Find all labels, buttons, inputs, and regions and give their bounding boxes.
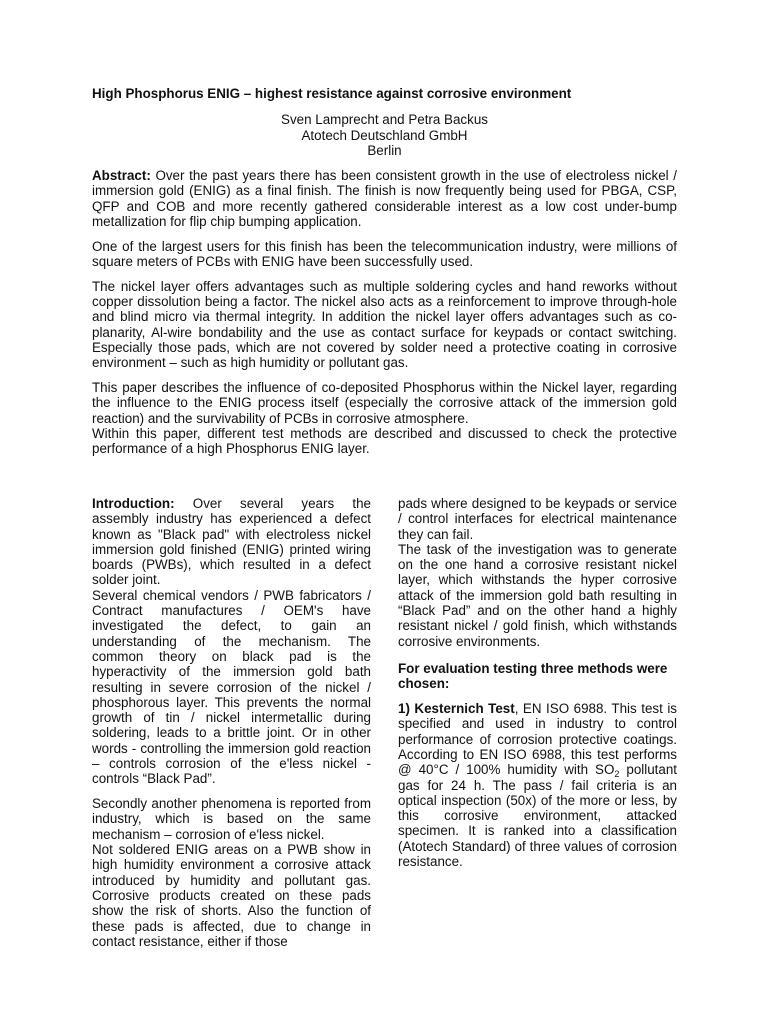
abstract-paragraph-2: One of the largest users for this finish has been the telecommunication industry, were millions of square meters of PCBs with ENIG have been successfully used.: [92, 238, 677, 269]
author-affiliation: Atotech Deutschland GmbH: [301, 127, 468, 143]
intro-paragraph-3: Secondly another phenomena is reported from industry, which is based on the same mechanism – corrosion of e'less nickel.: [92, 796, 371, 842]
kesternich-paragraph: [398, 701, 677, 869]
author-block: [92, 112, 677, 159]
right-paragraph-2: The task of the investigation was to generate on the one hand a corrosive resistant nickel layer, which withstands the hyper corrosive attack of the immersion gold bath resulting in “Black Pad” and on the other hand a highly resistant nickel / gold finish, which withstands corrosive environments.: [398, 541, 677, 649]
intro-text-1: Over several years the assembly industry has experienced a defect known as "Black pad" with electroless nickel immersion gold finished (ENIG) printed wiring boards (PWBs), which resulted in a defect solder joint.: [92, 496, 371, 588]
paper-title: High Phosphorus ENIG – highest resistance against corrosive environment: [92, 86, 572, 101]
intro-paragraph-2: Several chemical vendors / PWB fabricators / Contract manufactures / OEM's have investigated the defect, to gain an understanding of the mechanism. The common theory on black pad is the hyperactivity of the immersion gold bath resulting in severe corrosion of the nickel / phosphorous layer. This prevents the normal growth of tin / nickel intermetallic during soldering, leads to a brittle joint. Or in other words - controlling the immersion gold reaction – controls corrosion of the e'less nickel - controls “Black Pad”.: [92, 587, 371, 787]
kesternich-text-a: , EN ISO 6988. This test is specified and used in industry to control performance of corrosion protective coatings. According to EN ISO 6988, this test performs @ 40°C / 100% humidity with SO: [398, 701, 677, 778]
author-city: Berlin: [367, 143, 402, 158]
abstract-paragraph-3: The nickel layer offers advantages such as multiple soldering cycles and hand reworks without copper dissolution being a factor. The nickel also acts as a reinforcement to improve through-hole and blind micro via thermal integrity. In addition the nickel layer offers advantages such as co-planarity, Al-wire bondability and the use as contact surface for keypads or contact switching. Especially those pads, which are not covered by solder need a protective coating in corrosive environment – such as high humidity or pollutant gas.: [92, 278, 677, 371]
methods-heading: For evaluation testing three methods were chosen:: [398, 660, 668, 692]
intro-label: Introduction:: [92, 496, 175, 511]
kesternich-label: 1) Kesternich Test: [398, 701, 515, 717]
so2-subscript: 2: [614, 769, 620, 780]
intro-paragraph-4: Not soldered ENIG areas on a PWB show in high humidity environment a corrosive attack introduced by humidity and pollutant gas. Corrosive products created on these pads show the risk of shorts. Also the function of these pads is affected, due to change in contact resistance, either if those: [92, 842, 371, 949]
intro-paragraph-1: [92, 496, 371, 588]
abstract-paragraph-1: [92, 168, 677, 229]
left-column: [92, 496, 371, 949]
abstract-paragraph-4: This paper describes the influence of co-deposited Phosphorus within the Nickel layer, regarding the influence to the ENIG process itself (especially the corrosive attack of the immersion gold reaction) and the survivability of PCBs in corrosive atmosphere.: [92, 380, 677, 426]
right-paragraph-1: pads where designed to be keypads or service / control interfaces for electrical maintenance they can fail.: [398, 496, 677, 542]
kesternich-text-b: pollutant gas for 24 h. The pass / fail criteria is an optical inspection (50x) of the more or less, by this corrosive environment, attacked specimen. It is ranked into a classification (Atotech Standard) of three values of corrosion resistance.: [398, 762, 677, 870]
author-names: Sven Lamprecht and Petra Backus: [281, 112, 488, 127]
right-column: [398, 496, 677, 879]
abstract-section: [92, 168, 677, 457]
abstract-text-1: Over the past years there has been consistent growth in the use of electroless nickel / immersion gold (ENIG) as a final finish. The finish is now frequently being used for PBGA, CSP, QFP and COB and more recently gathered considerable interest as a low cost under-bump metallization for flip chip bumping application.: [92, 168, 677, 229]
abstract-label: Abstract:: [92, 168, 151, 183]
abstract-paragraph-5: Within this paper, different test methods are described and discussed to check the protective performance of a high Phosphorus ENIG layer.: [92, 425, 677, 457]
